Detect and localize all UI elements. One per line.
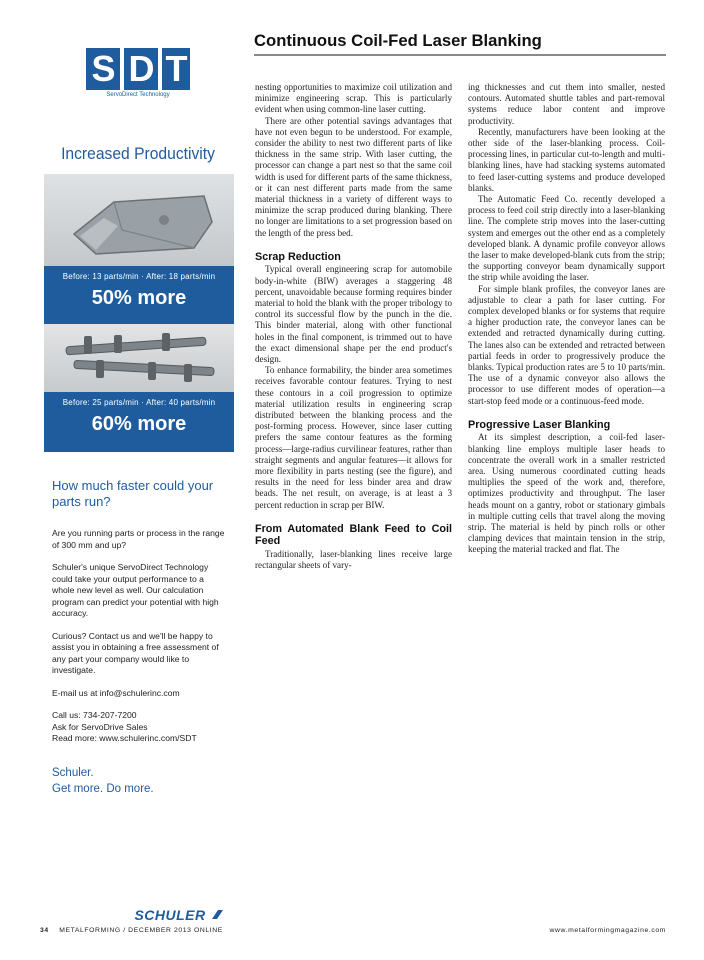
footer-website: www.metalformingmagazine.com (549, 927, 666, 934)
article-paragraph: At its simplest description, a coil-fed laser-blanking line employs multiple laser heads to concentrate the overall work in a smaller restricted area. Using numerous coordinated cutting heads multiplies the speed of the work and, therefore, optimizes productivity and throughput. The laser heads mount on a gantry, robot or stationary gimbals in multiple cutting cells that travel along the moving strip. The material is held by pinch rolls or other clamping devices that maintain tension in the strip, keeping the material tracked and flat. The (468, 432, 665, 555)
ad-paragraph: Are you running parts or process in the range of 300 mm and up? (52, 528, 225, 550)
panel-2-band (44, 392, 234, 452)
publication-line: METALFORMING / DECEMBER 2013 ONLINE (59, 927, 223, 934)
article-paragraph: To enhance formability, the binder area sometimes receives favorable contour features. Trying to nest these contours in a coil progression to optimize material utilization results in engineering scrap distributed between the blanking process and the post-forming process. However, since laser cutting prefers the same contour features as the forming process—large-radius curvilinear features, rather than straight segments and angular features—it allows for more flexibility in parts nesting (see the figure), and results in the need for less binder area and draw beads. The net result, on average, is at least a 3 percent reduction in scrap per BIW. (255, 365, 452, 510)
panel-1-result: 50% more (91, 287, 187, 309)
sdt-logo (86, 48, 190, 98)
ad-contact (52, 710, 228, 745)
panel-2-caption: Before: 25 parts/min · After: 40 parts/min (62, 398, 216, 407)
section-heading: From Automated Blank Feed to Coil Feed (255, 522, 452, 548)
ad-body-text (52, 478, 228, 797)
article-paragraph: Typical overall engineering scrap for automobile body-in-white (BIW) averages a staggering 48 percent, unavoidable because forming requires binder material to hold the blank with the proper tribology to control its successful flow by the punch in the die. This binder material, along with other functional holes in the final component, is trimmed out to have the exact dimensional shape per the end product's design. (255, 264, 452, 364)
ad-website: Read more: www.schulerinc.com/SDT (52, 733, 197, 743)
ad-email: E-mail us at info@schulerinc.com (52, 687, 180, 698)
ad-paragraph: Schuler's unique ServoDirect Technology could take your output performance to a whole new level as well. Our calculation program can predict your potential with high accuracy. (52, 562, 219, 618)
schuler-logo-text: SCHULER (134, 907, 206, 923)
article-paragraph: Recently, manufacturers have been looking at the other side of the laser-blanking process. Coil-processing lines, in particular cut-to-length and multi-blanking lines, have had stacking systems automated to feed laser-cutting systems and produce developed blanks. (468, 126, 665, 193)
logo-letter-d: D (124, 48, 158, 90)
article-column-2 (468, 82, 665, 556)
article-paragraph: The Automatic Feed Co. recently developed a process to feed coil strip directly into a laser-blanking line. The complete strip moves into the laser-cutting system and emerges out the other end as a completely developed blank. A dynamic profile conveyor allows the laser to make developed-blank cuts from the strip; the supporting conveyor beam dynamically support the strip while avoiding the laser. (468, 194, 665, 283)
bent-sheet-metal-part-photo (44, 174, 234, 266)
ad-headline: Increased Productivity (61, 144, 215, 163)
schuler-advertisement (40, 26, 236, 923)
ad-question: How much faster could your parts run? (52, 478, 214, 509)
shaft-parts-illustration (44, 324, 234, 392)
shaft-parts-photo (44, 324, 234, 392)
article-paragraph: nesting opportunities to maximize coil utilization and minimize engineering scrap. This is particularly evident when using common-line laser cutting. (255, 82, 452, 115)
ad-phone: Call us: 734-207-7200 (52, 710, 137, 720)
article-paragraph: For simple blank profiles, the conveyor lanes are adjustable to clear a path for laser cutting. For complex developed blanks or for systems that require a higher production rate, the conveyor lanes can be extended and retracted dynamically during cutting. The lanes also can be extended and retracted between partial feeds in order to progressively produce the blanks. Typical production rates are 5 to 10 parts/min. The use of a dynamic conveyor also allows the processor to use different modes of operation—a start-stop feed mode or a continuous-feed mode. (468, 283, 665, 406)
logo-letter-s: S (86, 48, 120, 90)
logo-letter-t: T (162, 48, 190, 90)
footer-left (40, 926, 223, 936)
ad-brand-name: Schuler. (52, 766, 94, 779)
schuler-logo (134, 906, 224, 924)
ad-brand-slogan (52, 765, 228, 797)
panel-2-result: 60% more (91, 413, 187, 435)
article-paragraph: ing thicknesses and cut them into smaller, nested contours. Automated shuttle tables and part-removal systems reduce labor content and improve productivity. (468, 82, 665, 126)
logo-tagline: ServoDirect Technology (106, 92, 170, 98)
ad-paragraph: Curious? Contact us and we'll be happy to assist you in obtaining a free assessment of any part your company would like to investigate. (52, 630, 219, 675)
article-paragraph: There are other potential savings advantages that have not even begun to be understood. For example, consider the ability to nest two different parts of like thickness in the same strip. With laser cutting, the processor can change a part nest so that the same coil width is used for different parts of the same thickness, or it can nest different parts made from the same material thickness in a variety of different ways to minimize the scrap produced during blanking. There no longer are limitations to a set progression based on the length of the press bed. (255, 115, 452, 238)
article-column-1 (255, 82, 452, 571)
panel-1-caption: Before: 13 parts/min · After: 18 parts/min (62, 272, 216, 281)
article-paragraph: Traditionally, laser-blanking lines receive large rectangular sheets of vary- (255, 548, 452, 571)
panel-1-band (44, 266, 234, 324)
bent-part-illustration (44, 174, 234, 266)
section-heading: Progressive Laser Blanking (468, 418, 611, 431)
ad-sales: Ask for ServoDrive Sales (52, 721, 148, 732)
schuler-mark-icon (210, 909, 224, 921)
ad-brand-tagline: Get more. Do more. (52, 782, 154, 795)
page-number: 34 (40, 927, 49, 934)
article-title: Continuous Coil-Fed Laser Blanking (254, 31, 542, 50)
section-heading: Scrap Reduction (255, 250, 341, 263)
